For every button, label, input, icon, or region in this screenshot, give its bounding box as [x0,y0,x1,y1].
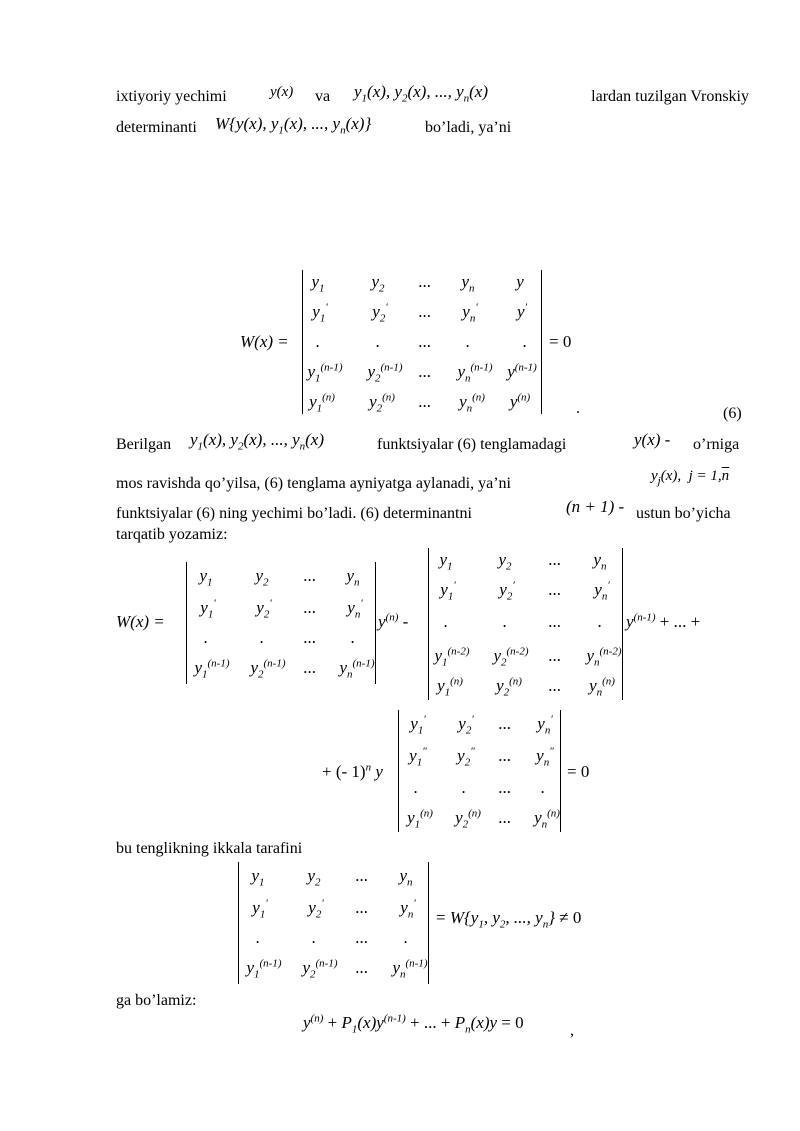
text-line-1c: lardan tuzilgan Vronskiy [591,88,749,105]
math-y-list-2: $y_1(x)$, $y_2(x)$, ..., $y_n(x)$ [190,430,325,453]
text-line-1a: ixtiyoriy yechimi [116,88,227,105]
det-b-right-bar [622,548,623,700]
text-line-2a: determinanti [116,119,197,136]
det6-dot: . [576,400,580,417]
text-line-2b: bo’ladi, ya’ni [425,119,512,136]
equation-number-6: (6) [723,405,742,422]
det-b-left-bar [428,548,429,700]
math-yj: $y_j(x)$, $j = 1,\overline{n}$ [651,468,730,487]
det6-right-bar [541,270,542,414]
text-line-3c: o’rniga [693,436,740,453]
math-y-of-x: y(x) [270,84,294,100]
text-line-4a: mos ravishda qo’yilsa, (6) tenglama ayniyatga aylanadi, ya’ni [116,475,511,492]
expansion-lhs: W(x) = [116,612,165,631]
det6-eq-zero: = 0 [549,332,572,351]
text-berilgan: Berilgan [116,436,172,453]
text-line-1b: va [315,88,331,105]
det-d-rhs: = $W\{y_1$, $y_2$, ..., $y_n\} \ne 0$ [436,908,582,931]
text-line-5b: ustun bo’yicha [636,505,731,522]
det-c-left-bar [398,710,399,832]
text-line-5a: funktsiyalar (6) ning yechimi bo’ladi. (6) determinantni [116,505,472,522]
text-line-6: tarqatib yozamiz: [116,526,228,543]
expansion-term1-factor: $y^{(n)}$ - [378,611,409,631]
text-line-3b: funktsiyalar (6) tenglamadagi [377,436,567,453]
math-yx-minus: y(x) - [634,430,671,449]
expansion-term-last-factor: + (- 1)$^n$ y [322,761,383,781]
math-n-plus-1: (n + 1) - [566,497,625,516]
expansion-term2-factor: $y^{(n-1)}$ + ... + [626,611,701,631]
det-d-right-bar [428,862,429,984]
math-y-list: $y_1(x)$, $y_2(x)$, ..., $y_n(x)$ [354,82,489,105]
det-lhs: W(x) = [240,332,289,351]
math-wronskian: W{y(x), $y_1(x)$, ..., $y_n(x)$} [215,114,372,137]
text-line-7: bu tenglikning ikkala tarafini [116,840,303,857]
expansion-eq-zero: = 0 [567,762,590,781]
final-comma: , [570,1022,574,1039]
det-a-right-bar [375,562,376,684]
det-a-left-bar [186,562,187,684]
det-c-right-bar [560,710,561,832]
det6-left-bar [302,270,303,414]
final-equation: $y^{(n)} + P_1(x)y^{(n-1)}$ + ... + $P_n(x)y = 0$ [303,1012,524,1036]
det-d-left-bar [238,862,239,984]
text-line-8: ga bo’lamiz: [116,992,197,1009]
